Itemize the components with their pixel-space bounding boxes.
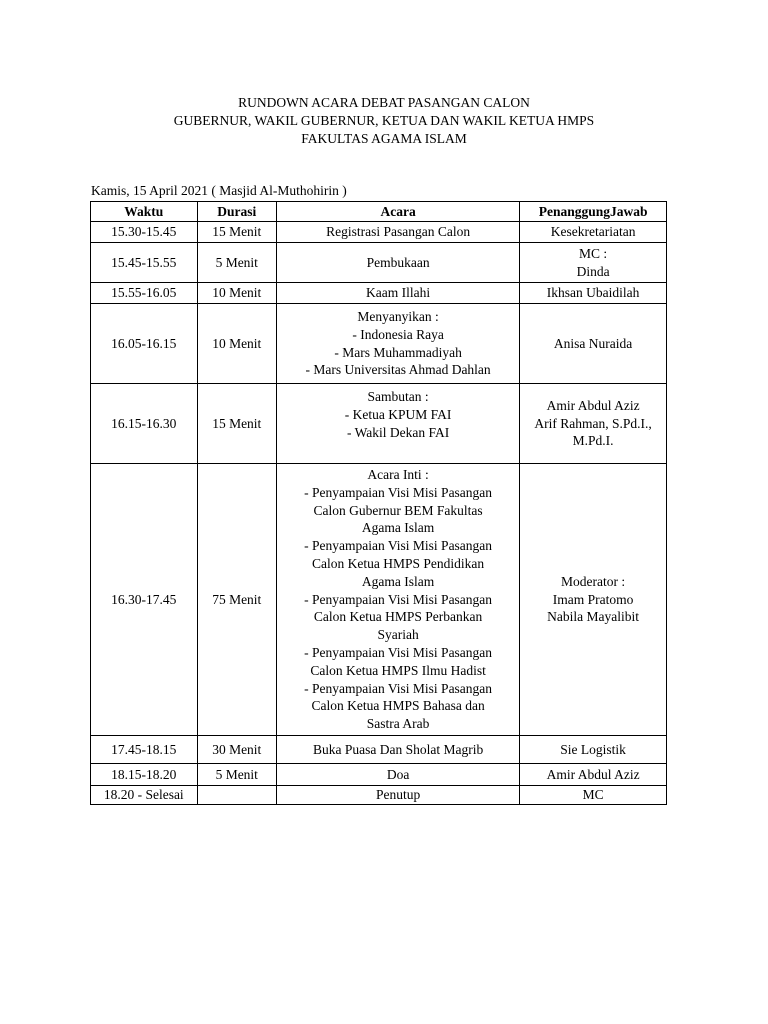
cell-durasi: 10 Menit	[197, 283, 276, 304]
column-header-acara: Acara	[276, 202, 519, 222]
acara-line: Menyanyikan :	[357, 308, 439, 324]
acara-line: - Penyampaian Visi Misi Pasangan	[304, 644, 493, 660]
table-body	[91, 222, 667, 805]
acara-line: Calon Ketua HMPS Pendidikan	[312, 556, 485, 571]
acara-line: Sambutan :	[367, 388, 429, 404]
acara-line	[281, 441, 515, 459]
cell-acara	[276, 384, 519, 464]
cell-durasi: 75 Menit	[197, 464, 276, 736]
table-row	[91, 304, 667, 384]
cell-acara	[276, 243, 519, 283]
acara-line: - Penyampaian Visi Misi Pasangan	[304, 484, 493, 500]
title-line-3: FAKULTAS AGAMA ISLAM	[301, 131, 467, 146]
column-header-penanggung-jawab: PenanggungJawab	[520, 202, 667, 222]
pj-line: Amir Abdul Aziz	[546, 397, 640, 413]
acara-line: - Penyampaian Visi Misi Pasangan	[304, 680, 493, 696]
pj-line: MC :	[579, 245, 608, 261]
acara-line: Penutup	[375, 787, 421, 803]
table-row	[91, 222, 667, 243]
title-line-1: RUNDOWN ACARA DEBAT PASANGAN CALON	[238, 95, 530, 110]
cell-durasi: 5 Menit	[197, 243, 276, 283]
cell-durasi: 10 Menit	[197, 304, 276, 384]
acara-line: Syariah	[377, 627, 419, 643]
pj-line: MC	[582, 787, 604, 803]
cell-waktu: 18.20 - Selesai	[91, 786, 198, 805]
cell-penanggung-jawab	[520, 283, 667, 304]
cell-durasi	[197, 786, 276, 805]
table-row	[91, 736, 667, 764]
acara-line: Calon Ketua HMPS Bahasa dan	[311, 698, 485, 714]
rundown-table	[90, 201, 667, 805]
table-row	[91, 464, 667, 736]
column-header-waktu: Waktu	[91, 202, 198, 222]
acara-line: Buka Puasa Dan Sholat Magrib	[312, 741, 484, 757]
cell-waktu: 15.45-15.55	[91, 243, 198, 283]
cell-penanggung-jawab	[520, 764, 667, 786]
table-row	[91, 243, 667, 283]
cell-acara	[276, 464, 519, 736]
document-title	[0, 94, 768, 148]
pj-line: Anisa Nuraida	[553, 335, 633, 351]
pj-line: Moderator :	[561, 573, 626, 589]
table-row	[91, 384, 667, 464]
cell-acara	[276, 283, 519, 304]
cell-penanggung-jawab	[520, 304, 667, 384]
acara-line: - Ketua KPUM FAI	[344, 406, 452, 422]
cell-durasi: 15 Menit	[197, 384, 276, 464]
acara-line: Agama Islam	[361, 573, 435, 589]
cell-penanggung-jawab	[520, 222, 667, 243]
pj-line: Kesekretariatan	[550, 224, 636, 240]
acara-line: - Mars Universitas Ahmad Dahlan	[305, 362, 491, 378]
cell-waktu: 16.15-16.30	[91, 384, 198, 464]
title-line-2: GUBERNUR, WAKIL GUBERNUR, KETUA DAN WAKIL KETUA HMPS	[173, 113, 595, 128]
cell-waktu: 16.05-16.15	[91, 304, 198, 384]
acara-line: - Penyampaian Visi Misi Pasangan	[304, 538, 493, 554]
table-row	[91, 283, 667, 304]
acara-line: Registrasi Pasangan Calon	[326, 224, 471, 240]
cell-waktu: 15.30-15.45	[91, 222, 198, 243]
acara-line: - Penyampaian Visi Misi Pasangan	[304, 591, 493, 607]
cell-waktu: 16.30-17.45	[91, 464, 198, 736]
table-row	[91, 786, 667, 805]
cell-waktu: 18.15-18.20	[91, 764, 198, 786]
acara-line: - Indonesia Raya	[352, 326, 444, 342]
acara-line: - Wakil Dekan FAI	[346, 424, 450, 440]
pj-line: Amir Abdul Aziz	[546, 766, 640, 782]
pj-line: Nabila Mayalibit	[547, 609, 640, 625]
pj-line: M.Pd.I.	[572, 433, 614, 449]
cell-waktu: 17.45-18.15	[91, 736, 198, 764]
acara-line: Calon Ketua HMPS Perbankan	[313, 609, 483, 625]
cell-durasi: 30 Menit	[197, 736, 276, 764]
cell-acara	[276, 786, 519, 805]
acara-line: Acara Inti :	[367, 467, 429, 483]
cell-acara	[276, 222, 519, 243]
acara-line: Calon Gubernur BEM Fakultas	[313, 502, 483, 518]
table-row	[91, 764, 667, 786]
cell-penanggung-jawab	[520, 243, 667, 283]
column-header-durasi: Durasi	[197, 202, 276, 222]
pj-line: Ikhsan Ubaidilah	[546, 285, 640, 301]
cell-waktu: 15.55-16.05	[91, 283, 198, 304]
cell-penanggung-jawab	[520, 736, 667, 764]
acara-line: Kaam Illahi	[366, 285, 431, 301]
cell-durasi: 15 Menit	[197, 222, 276, 243]
cell-acara	[276, 736, 519, 764]
acara-line: Sastra Arab	[366, 716, 430, 732]
cell-penanggung-jawab	[520, 384, 667, 464]
cell-penanggung-jawab	[520, 786, 667, 805]
pj-line: Arif Rahman, S.Pd.I.,	[534, 415, 652, 431]
pj-line: Sie Logistik	[560, 741, 626, 757]
acara-line: Agama Islam	[361, 520, 435, 536]
cell-acara	[276, 304, 519, 384]
pj-line: Imam Pratomo	[552, 591, 634, 607]
acara-line: Calon Ketua HMPS Ilmu Hadist	[310, 662, 486, 678]
table-header-row	[91, 202, 667, 222]
event-date-location: Kamis, 15 April 2021 ( Masjid Al-Muthohirin )	[91, 183, 347, 198]
cell-acara	[276, 764, 519, 786]
cell-durasi: 5 Menit	[197, 764, 276, 786]
pj-line: Dinda	[576, 263, 610, 279]
acara-line: Pembukaan	[366, 254, 430, 270]
acara-line: Doa	[386, 766, 410, 782]
acara-line: - Mars Muhammadiyah	[334, 344, 462, 360]
cell-penanggung-jawab	[520, 464, 667, 736]
